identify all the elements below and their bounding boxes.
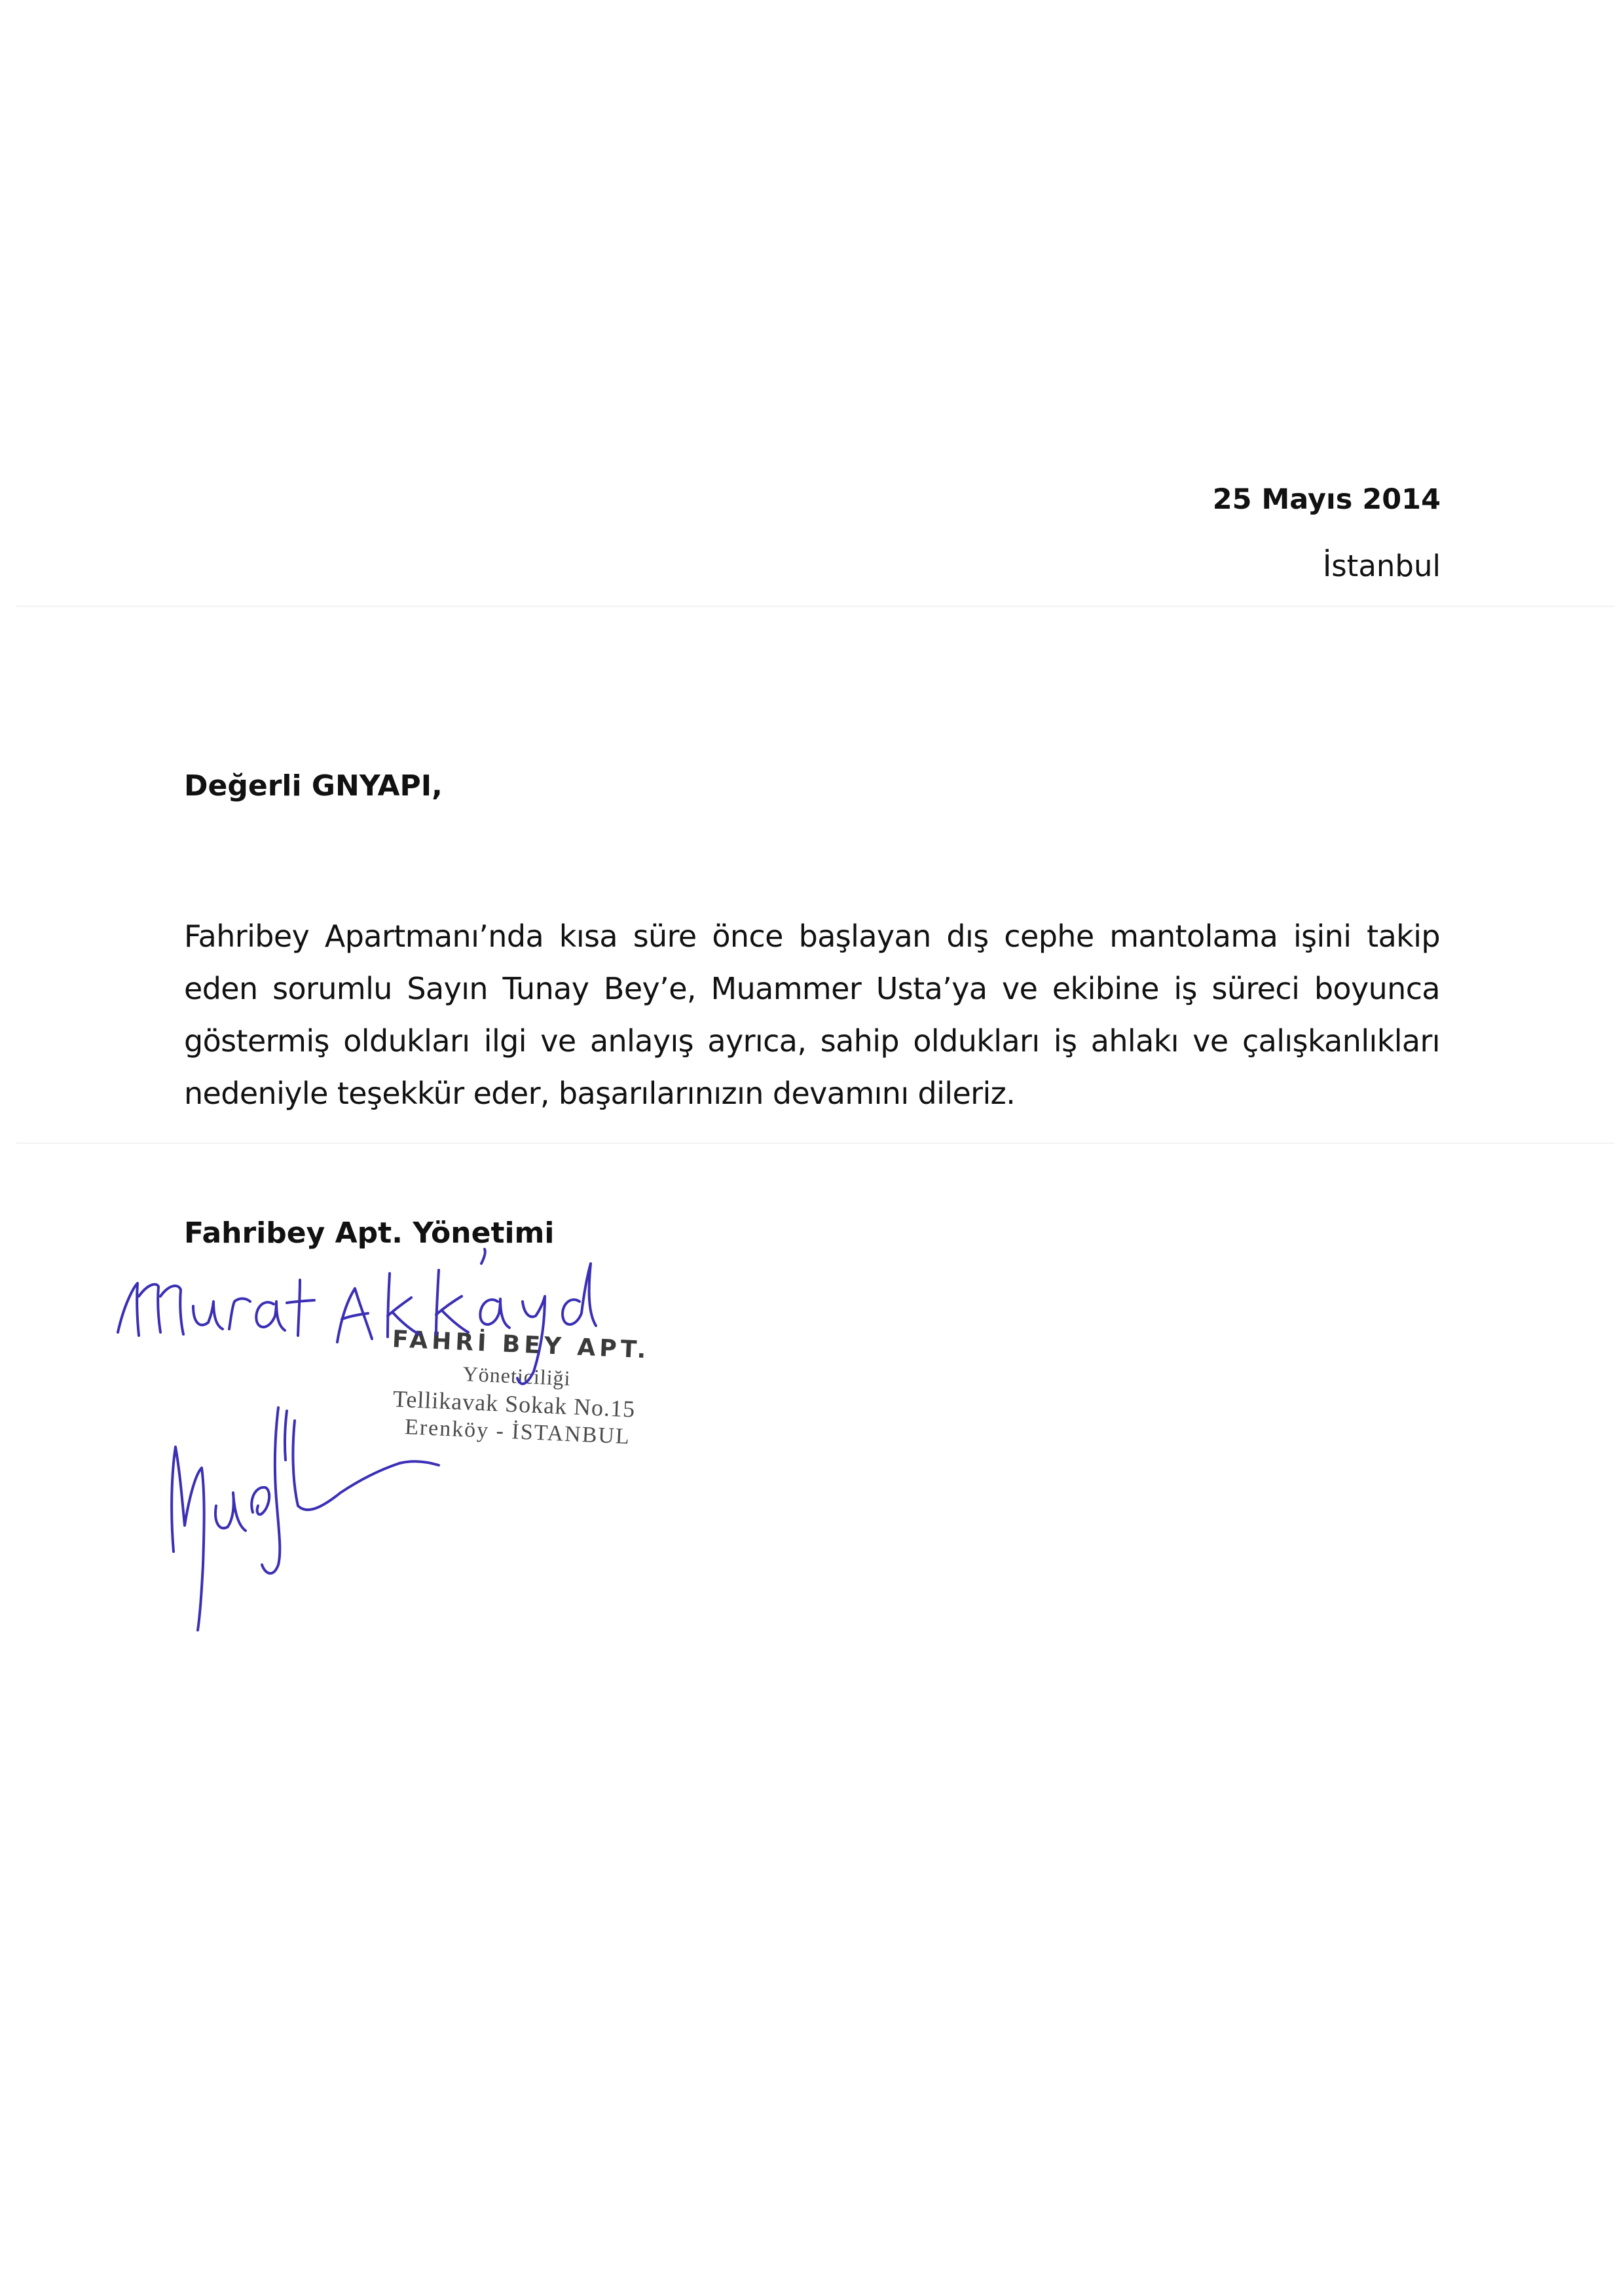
letter-signatory: Fahribey Apt. Yönetimi [184, 1216, 555, 1250]
scan-artifact-line [16, 606, 1614, 607]
letter-body: Fahribey Apartmanı’nda kısa süre önce başlayan dış cephe mantolama işini takip eden sorumlu Sayın Tunay Bey’e, Muammer Usta’ya ve ekibine iş süreci boyunca göstermiş oldukları ilgi ve anlayış ayrıca, sahip oldukları iş ahlakı ve çalışkanlıkları nedeniyle teşekkür eder, başarılarınızın devamını dileriz. [184, 919, 1440, 1111]
scan-artifact-line [16, 1142, 1614, 1144]
stamp-line-company: FAHRİ BEY APT. [392, 1326, 651, 1364]
stamp-line-role: Yöneticiliği [462, 1361, 572, 1391]
stamp-line-district: Erenköy - İSTANBUL [404, 1415, 631, 1449]
letter-date: 25 Mayıs 2014 [1212, 483, 1441, 516]
stamp-line-street: Tellikavak Sokak No.15 [392, 1385, 636, 1423]
handwritten-signature [98, 1224, 753, 1669]
signature-block [98, 1224, 753, 1669]
letter-city: İstanbul [1322, 549, 1441, 583]
letter-salutation: Değerli GNYAPI, [184, 769, 443, 803]
